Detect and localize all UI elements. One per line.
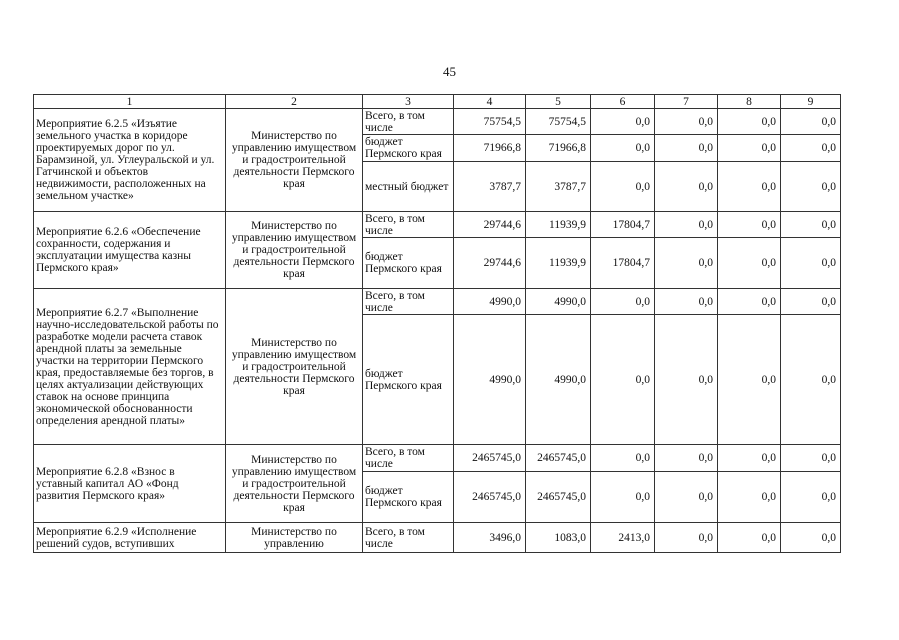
- table-row: [34, 109, 841, 135]
- value-cell: 0,0: [718, 162, 781, 212]
- value-cell: 4990,0: [526, 289, 591, 315]
- value-cell: 0,0: [781, 315, 841, 445]
- table-row: [34, 212, 841, 238]
- header-cell: 7: [655, 95, 718, 109]
- value-cell: 0,0: [655, 135, 718, 162]
- header-cell: 2: [226, 95, 363, 109]
- value-cell: 2413,0: [591, 523, 655, 553]
- value-cell: 0,0: [781, 289, 841, 315]
- table-row: [34, 445, 841, 472]
- value-cell: 1083,0: [526, 523, 591, 553]
- table-row: [34, 289, 841, 315]
- value-cell: 2465745,0: [526, 472, 591, 523]
- value-cell: 0,0: [718, 523, 781, 553]
- value-cell: 0,0: [781, 135, 841, 162]
- value-cell: 3787,7: [526, 162, 591, 212]
- value-cell: 4990,0: [454, 289, 526, 315]
- value-cell: 0,0: [781, 212, 841, 238]
- value-cell: 0,0: [655, 315, 718, 445]
- source-cell: бюджет Пермского края: [363, 315, 454, 445]
- value-cell: 0,0: [655, 445, 718, 472]
- header-cell: 8: [718, 95, 781, 109]
- executor-cell: Министерство по управлению: [226, 523, 363, 553]
- source-cell: Всего, в том числе: [363, 212, 454, 238]
- value-cell: 71966,8: [454, 135, 526, 162]
- value-cell: 75754,5: [454, 109, 526, 135]
- value-cell: 0,0: [718, 315, 781, 445]
- value-cell: 0,0: [655, 212, 718, 238]
- header-cell: 9: [781, 95, 841, 109]
- page-number: 45: [443, 64, 456, 79]
- value-cell: 0,0: [591, 315, 655, 445]
- value-cell: 11939,9: [526, 212, 591, 238]
- value-cell: 0,0: [591, 109, 655, 135]
- value-cell: 75754,5: [526, 109, 591, 135]
- header-cell: 5: [526, 95, 591, 109]
- source-cell: Всего, в том числе: [363, 289, 454, 315]
- value-cell: 0,0: [591, 162, 655, 212]
- header-cell: 1: [34, 95, 226, 109]
- value-cell: 3787,7: [454, 162, 526, 212]
- header-cell: 6: [591, 95, 655, 109]
- value-cell: 0,0: [781, 109, 841, 135]
- source-cell: местный бюджет: [363, 162, 454, 212]
- value-cell: 0,0: [655, 472, 718, 523]
- value-cell: 17804,7: [591, 212, 655, 238]
- executor-cell: Министерство по управлению имуществом и градостроительной деятельности Пермского края: [226, 212, 363, 289]
- value-cell: 4990,0: [454, 315, 526, 445]
- source-cell: Всего, в том числе: [363, 109, 454, 135]
- value-cell: 4990,0: [526, 315, 591, 445]
- value-cell: 0,0: [718, 238, 781, 289]
- value-cell: 17804,7: [591, 238, 655, 289]
- value-cell: 0,0: [655, 162, 718, 212]
- value-cell: 2465745,0: [454, 472, 526, 523]
- event-name-cell: Мероприятие 6.2.8 «Взнос в уставный капитал АО «Фонд развития Пермского края»: [34, 445, 226, 523]
- budget-table: [33, 94, 841, 553]
- value-cell: 0,0: [591, 289, 655, 315]
- value-cell: 0,0: [655, 289, 718, 315]
- executor-cell: Министерство по управлению имуществом и градостроительной деятельности Пермского края: [226, 109, 363, 212]
- value-cell: 0,0: [781, 523, 841, 553]
- value-cell: 0,0: [718, 109, 781, 135]
- event-name-cell: Мероприятие 6.2.6 «Обеспечение сохранности, содержания и эксплуатации имущества казны Пермского края»: [34, 212, 226, 289]
- header-cell: 4: [454, 95, 526, 109]
- value-cell: 2465745,0: [454, 445, 526, 472]
- header-cell: 3: [363, 95, 454, 109]
- value-cell: 0,0: [781, 238, 841, 289]
- event-name-cell: Мероприятие 6.2.5 «Изъятие земельного участка в коридоре проектируемых дорог по ул. Барамзиной, ул. Углеуральской и ул. Гатчинской и объектов недвижимости, расположенных на земельном участке»: [34, 109, 226, 212]
- value-cell: 29744,6: [454, 212, 526, 238]
- value-cell: 0,0: [591, 135, 655, 162]
- source-cell: Всего, в том числе: [363, 523, 454, 553]
- source-cell: бюджет Пермского края: [363, 472, 454, 523]
- value-cell: 0,0: [655, 523, 718, 553]
- value-cell: 11939,9: [526, 238, 591, 289]
- value-cell: 0,0: [781, 472, 841, 523]
- value-cell: 0,0: [718, 445, 781, 472]
- value-cell: 3496,0: [454, 523, 526, 553]
- value-cell: 0,0: [718, 289, 781, 315]
- header-row: [34, 95, 841, 109]
- executor-cell: Министерство по управлению имуществом и градостроительной деятельности Пермского края: [226, 289, 363, 445]
- source-cell: Всего, в том числе: [363, 445, 454, 472]
- value-cell: 0,0: [591, 472, 655, 523]
- value-cell: 29744,6: [454, 238, 526, 289]
- source-cell: бюджет Пермского края: [363, 238, 454, 289]
- value-cell: 2465745,0: [526, 445, 591, 472]
- value-cell: 0,0: [718, 472, 781, 523]
- value-cell: 0,0: [781, 445, 841, 472]
- executor-cell: Министерство по управлению имуществом и градостроительной деятельности Пермского края: [226, 445, 363, 523]
- event-name-cell: Мероприятие 6.2.9 «Исполнение решений судов, вступивших: [34, 523, 226, 553]
- value-cell: 71966,8: [526, 135, 591, 162]
- value-cell: 0,0: [591, 445, 655, 472]
- value-cell: 0,0: [655, 109, 718, 135]
- table-row: [34, 523, 841, 553]
- value-cell: 0,0: [718, 212, 781, 238]
- value-cell: 0,0: [718, 135, 781, 162]
- value-cell: 0,0: [781, 162, 841, 212]
- event-name-cell: Мероприятие 6.2.7 «Выполнение научно-исследовательской работы по разработке модели расчета ставок арендной платы за земельные участки на территории Пермского края, предоставляемые без торгов, в целях актуализации действующих ставок на основе принципа экономической обоснованности определения арендной платы»: [34, 289, 226, 445]
- source-cell: бюджет Пермского края: [363, 135, 454, 162]
- value-cell: 0,0: [655, 238, 718, 289]
